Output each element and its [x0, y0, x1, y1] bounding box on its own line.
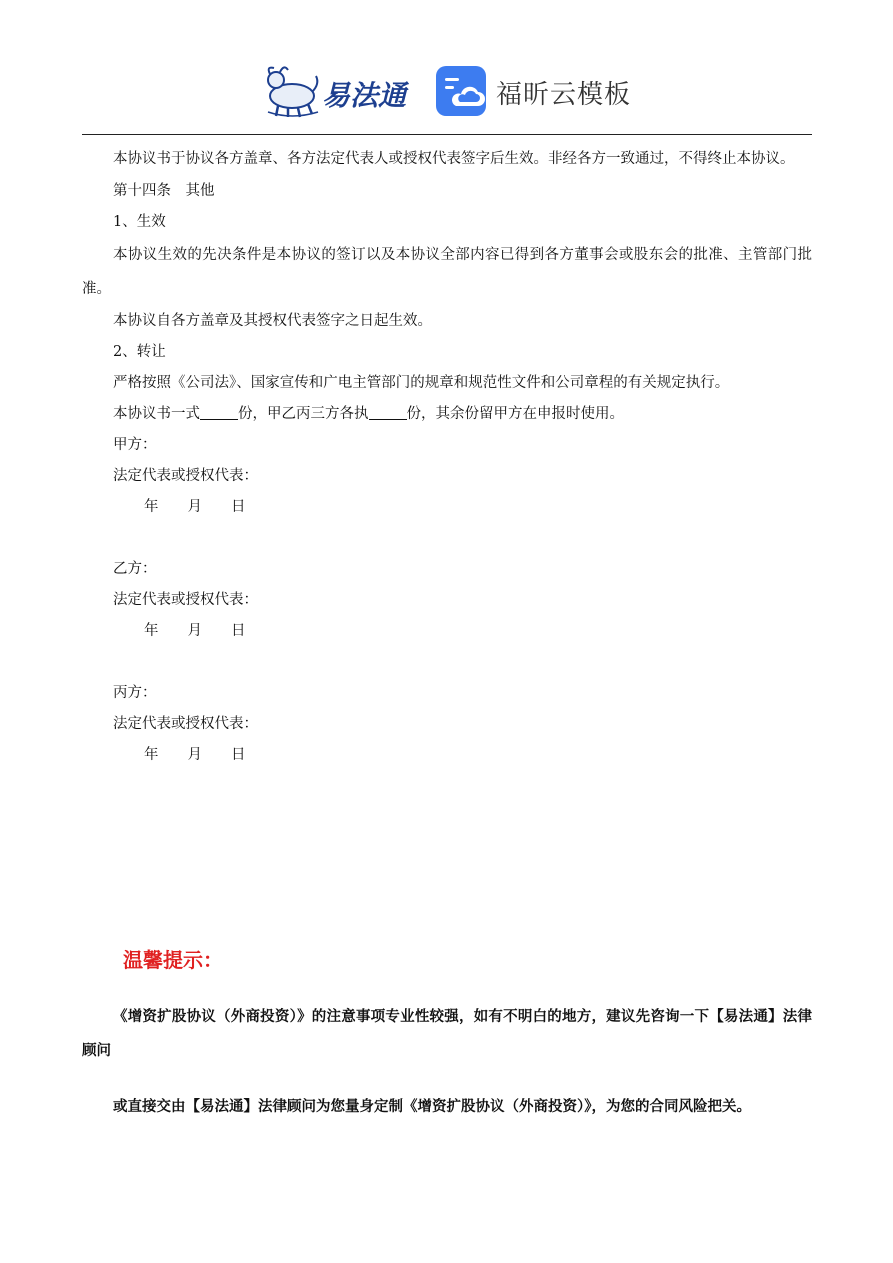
party-a-label: 甲方： — [113, 437, 157, 453]
effectiveness-paragraph: 本协议书于协议各方盖章、各方法定代表人或授权代表签字后生效。非经各方一致通过，不得终止本协议。 — [113, 151, 795, 167]
fuxin-template-logo — [436, 62, 646, 120]
document-body — [82, 142, 812, 771]
tip-line-1: 《增资扩股协议（外商投资）》的注意事项专业性较强，如有不明白的地方，建议先咨询一下【易法通】法律顾问 — [82, 1008, 812, 1059]
party-b-label: 乙方： — [113, 561, 157, 577]
warm-tip-body — [82, 1000, 812, 1139]
copies-text-b: 份，甲乙丙三方各执 — [238, 406, 369, 422]
fuxin-brand-text: 福昕云模板 — [496, 80, 632, 110]
party-c-label: 丙方： — [113, 685, 157, 701]
copies-blank-1 — [200, 405, 238, 420]
copies-blank-2 — [369, 405, 407, 420]
effective-date-paragraph: 本协议自各方盖章及其授权代表签字之日起生效。 — [113, 313, 432, 329]
party-b-date-line: 年 月 日 — [144, 623, 246, 639]
party-a-rep-label: 法定代表或授权代表： — [113, 468, 258, 484]
party-c-rep-label: 法定代表或授权代表： — [113, 716, 258, 732]
article-14-heading: 第十四条 其他 — [113, 183, 215, 199]
party-c-date-line: 年 月 日 — [144, 747, 246, 763]
document-cloud-icon — [436, 66, 486, 116]
page-header — [0, 60, 893, 124]
transfer-paragraph: 严格按照《公司法》、国家宣传和广电主管部门的规章和规范性文件和公司章程的有关规定执行。 — [113, 375, 730, 391]
qilin-mascot-icon — [262, 62, 322, 120]
yifatong-brand-text: 易法通 — [322, 79, 407, 112]
party-a-date-line: 年 月 日 — [144, 499, 246, 515]
copies-paragraph — [82, 399, 812, 430]
yifatong-logo — [262, 62, 422, 120]
warm-tip-title: 温馨提示： — [123, 948, 223, 972]
section-1-heading: 1、生效 — [113, 214, 166, 230]
copies-text-c: 份，其余份留甲方在申报时使用。 — [406, 406, 624, 422]
section-2-heading: 2、转让 — [113, 344, 166, 360]
party-b-rep-label: 法定代表或授权代表： — [113, 592, 258, 608]
tip-line-2: 或直接交由【易法通】法律顾问为您量身定制《增资扩股协议（外商投资）》，为您的合同风险把关。 — [113, 1098, 751, 1115]
copies-text-a: 本协议书一式 — [113, 406, 200, 422]
precondition-paragraph: 本协议生效的先决条件是本协议的签订以及本协议全部内容已得到各方董事会或股东会的批准、主管部门批准。 — [82, 247, 812, 297]
header-divider — [82, 134, 812, 135]
